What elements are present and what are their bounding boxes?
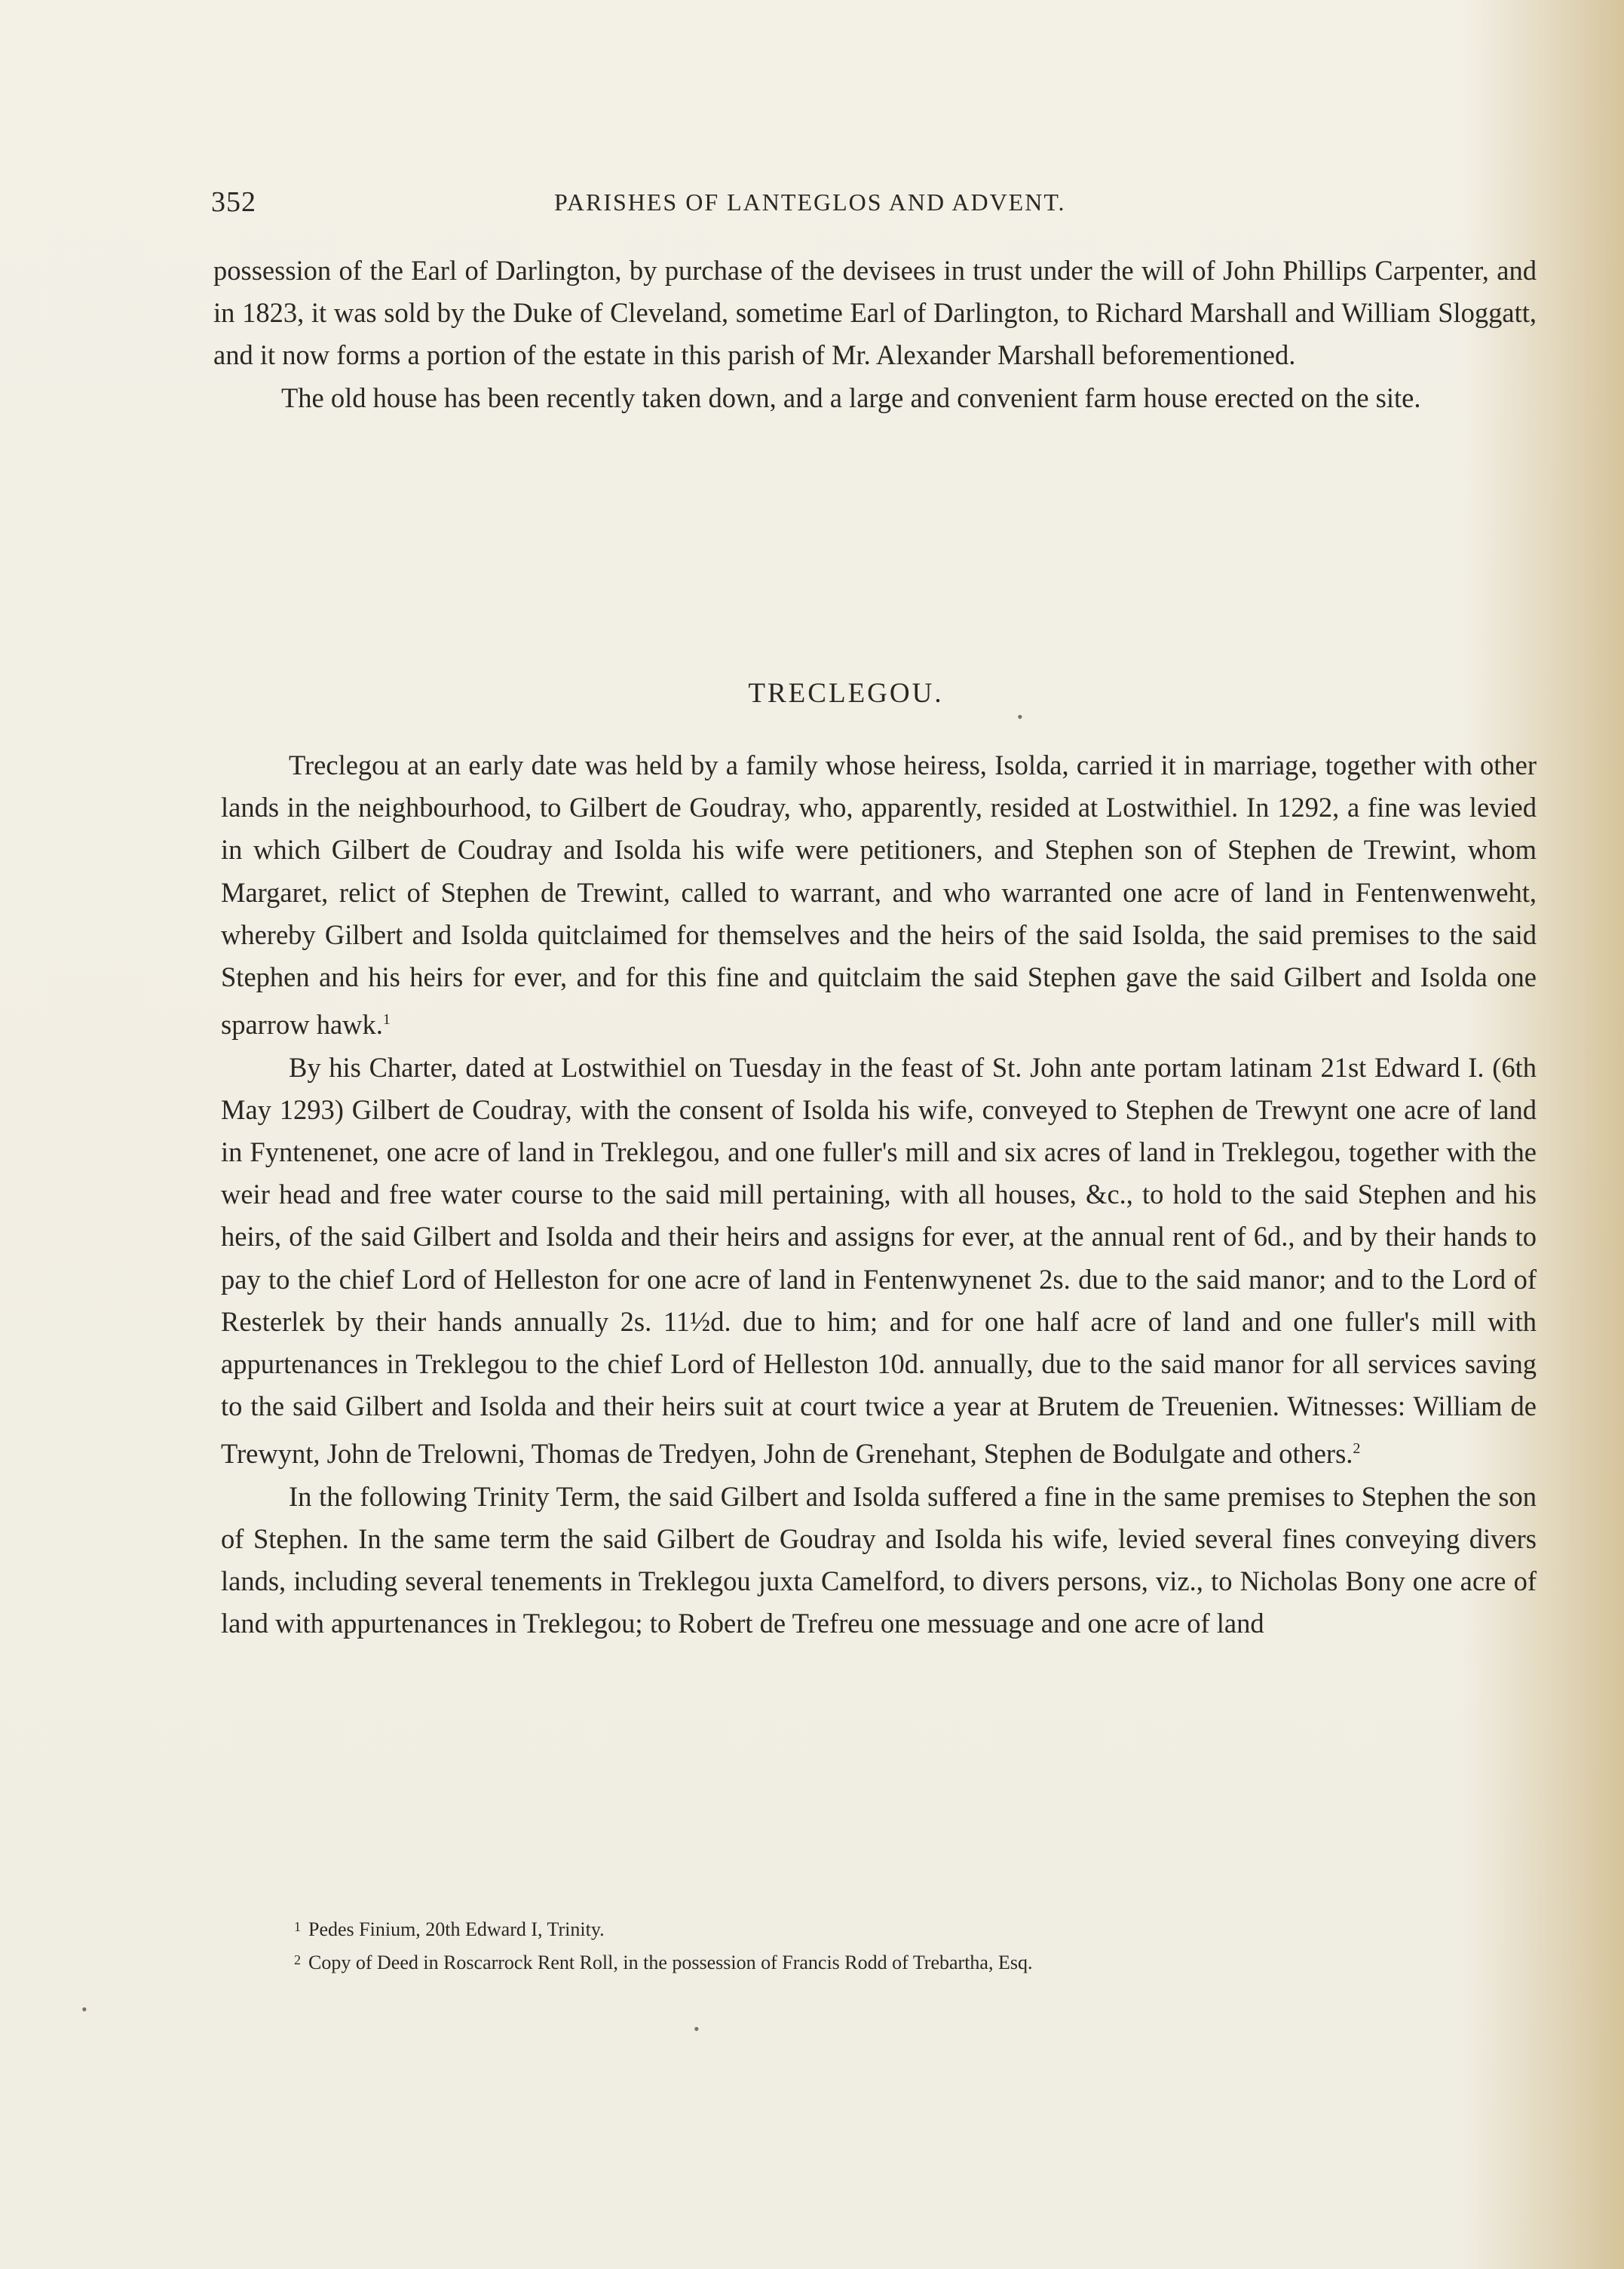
section-title: TRECLEGOU. (748, 678, 944, 709)
footnote-mark: 1 (294, 1919, 301, 1934)
footnote (294, 1945, 1538, 1978)
paragraph (221, 1047, 1537, 1476)
ink-speck-icon: • (1017, 707, 1023, 726)
paragraph: In the following Trinity Term, the said Gilbert and Isolda suffered a fine in the same premises to Stephen the son of Stephen. In the same term the said Gilbert de Goudray and Isolda his wife, levied several fines conveying divers lands, including several tenements in Treklegou juxta Camelford, to divers persons, viz., to Nicholas Bony one acre of land with appurtenances in Treklegou; to Robert de Trefreu one messuage and one acre of land (221, 1480, 1537, 1639)
continued-text-block (213, 250, 1537, 419)
footnote-text: Copy of Deed in Roscarrock Rent Roll, in the possession of Francis Rodd of Trebartha, Esq. (308, 1952, 1033, 1973)
footnote-reference[interactable]: 2 (1353, 1440, 1361, 1458)
footnotes (294, 1912, 1538, 1978)
paragraph: possession of the Earl of Darlington, by purchase of the devisees in trust under the will of John Phillips Carpenter, and in 1823, it was sold by the Duke of Cleveland, sometime Earl of Darlington, to Richard Marshall and William Sloggatt, and it now forms a portion of the estate in this parish of Mr. Alexander Marshall beforementioned. (213, 255, 1537, 371)
footnote-text: Pedes Finium, 20th Edward I, Trinity. (308, 1918, 605, 1940)
running-head: PARISHES OF LANTEGLOS AND ADVENT. (554, 189, 1066, 216)
page-header (211, 186, 1538, 223)
footnote (294, 1912, 1538, 1945)
ink-speck-icon: • (81, 2000, 87, 2019)
paragraph-text: By his Charter, dated at Lostwithiel on Tuesday in the feast of St. John ante portam latinam 21st Edward I. (6th May 1293) Gilbert de Coudray, with the consent of Isolda his wife, conveyed to Stephen de Trewynt one acre of land in Fyntenenet, one acre of land in Treklegou, and one fuller's mill and six acres of land in Treklegou, together with the weir head and free water course to the said mill pertaining, with all houses, &c., to hold to the said Stephen and his heirs, of the said Gilbert and Isolda and their heirs and assigns for ever, at the annual rent of 6d., and by their hands to pay to the chief Lord of Helleston for one acre of land in Fentenwynenet 2s. due to the said manor; and to the Lord of Resterlek by their hands annually 2s. 11½d. due to him; and for one half acre of land and one fuller's mill with appurtenances in Treklegou to the chief Lord of Helleston 10d. annually, due to the said manor for all services saving to the said Gilbert and Isolda and their heirs suit at court twice a year at Brutem de Treuenien. Witnesses: William de Trewynt, John de Trelowni, Thomas de Tredyen, John de Grenehant, Stephen de Bodulgate and others. (221, 1051, 1537, 1470)
paragraph: The old house has been recently taken down, and a large and convenient farm house erected on the site. (281, 382, 1421, 413)
footnote-reference[interactable]: 1 (382, 1011, 391, 1029)
page-number: 352 (211, 186, 256, 218)
paragraph-text: Treclegou at an early date was held by a family whose heiress, Isolda, carried it in marriage, together with other lands in the neighbourhood, to Gilbert de Goudray, who, apparently, resided at Lostwithiel. In 1292, a fine was levied in which Gilbert de Coudray and Isolda his wife were petitioners, and Stephen son of Stephen de Trewint, whom Margaret, relict of Stephen de Trewint, called to warrant, and who warranted one acre of land in Fentenwenweht, whereby Gilbert and Isolda quitclaimed for themselves and the heirs of the said Isolda, the said premises to the said Stephen and his heirs for ever, and for this fine and quitclaim the said Stephen gave the said Gilbert and Isolda one sparrow hawk. (221, 750, 1537, 1041)
footnote-mark: 2 (294, 1952, 301, 1967)
paragraph (221, 744, 1537, 1047)
section-body (221, 744, 1537, 1645)
ink-speck-icon: • (694, 2019, 700, 2038)
